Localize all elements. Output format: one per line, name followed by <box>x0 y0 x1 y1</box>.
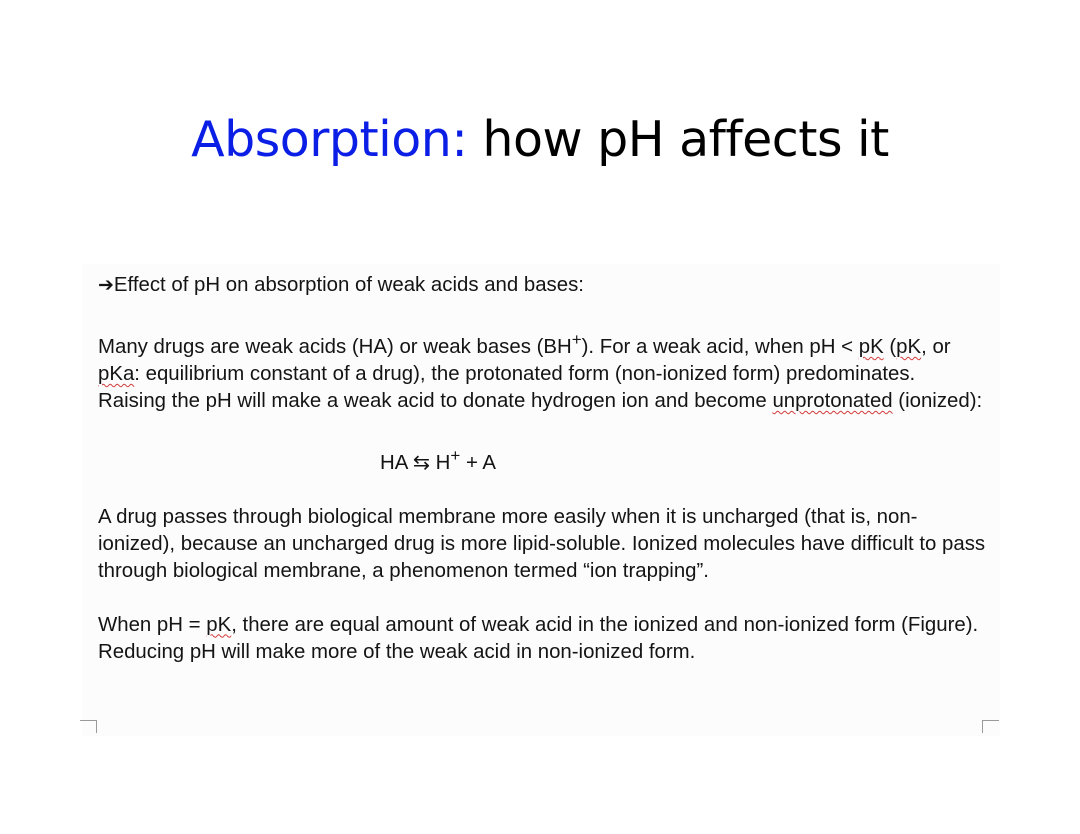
spellcheck-word-pk-3: pK <box>206 613 232 636</box>
equation-lhs: HA <box>380 451 413 474</box>
equation-rhs: + A <box>460 451 497 474</box>
paragraph-ion-trapping: A drug passes through biological membrane more easily when it is uncharged (that is, non-ionized), because an uncharged drug is more lipid-soluble. Ionized molecules have difficult to pass through biological membrane, a phenomenon termed “ion trapping”. <box>98 505 986 582</box>
para1-text-3: ( <box>883 335 897 358</box>
margin-crop-mark-left <box>80 720 97 733</box>
para3-text-1: When pH = <box>98 613 207 636</box>
equation-hydrogen: H <box>429 451 451 474</box>
para1-text-5: : equilibrium constant of a drug), the protonated form (non-ionized form) predominates. Raising the pH will make a weak acid to donate hydrogen ion and become <box>98 362 916 412</box>
right-arrow-icon: ➔ <box>98 274 114 296</box>
equilibrium-equation <box>98 442 988 477</box>
slide-title-rest: how pH affects it <box>467 111 889 168</box>
slide-title-accent: Absorption: <box>191 111 468 168</box>
para1-text-4: , or <box>921 335 951 358</box>
para3-text-2: , there are equal amount of weak acid in the ionized and non-ionized form (Figure). Reducing pH will make more of the weak acid in non-ionized form. <box>98 613 979 663</box>
equilibrium-arrows-icon: ⇆ <box>412 451 430 474</box>
margin-crop-mark-right <box>982 720 999 733</box>
para1-superscript-plus: + <box>571 330 582 349</box>
spellcheck-word-pka: pKa <box>98 362 135 385</box>
document-heading-text: Effect of pH on absorption of weak acids and bases: <box>113 274 584 296</box>
para1-text-6: (ionized): <box>892 389 983 412</box>
document-heading <box>98 272 988 299</box>
spellcheck-word-unprotonated: unprotonated <box>772 389 893 412</box>
embedded-document-text <box>98 272 988 666</box>
para1-text-2: ). For a weak acid, when pH < <box>581 335 859 358</box>
slide-title <box>0 108 1080 172</box>
equation-superscript-plus: + <box>450 445 461 465</box>
spellcheck-word-pk-2: pK <box>896 335 922 358</box>
paragraph-weak-acids <box>98 326 988 415</box>
para1-text-1: Many drugs are weak acids (HA) or weak bases (BH <box>98 335 572 358</box>
paragraph-equal-ionization <box>98 612 988 666</box>
spellcheck-word-pk: pK <box>858 335 884 358</box>
